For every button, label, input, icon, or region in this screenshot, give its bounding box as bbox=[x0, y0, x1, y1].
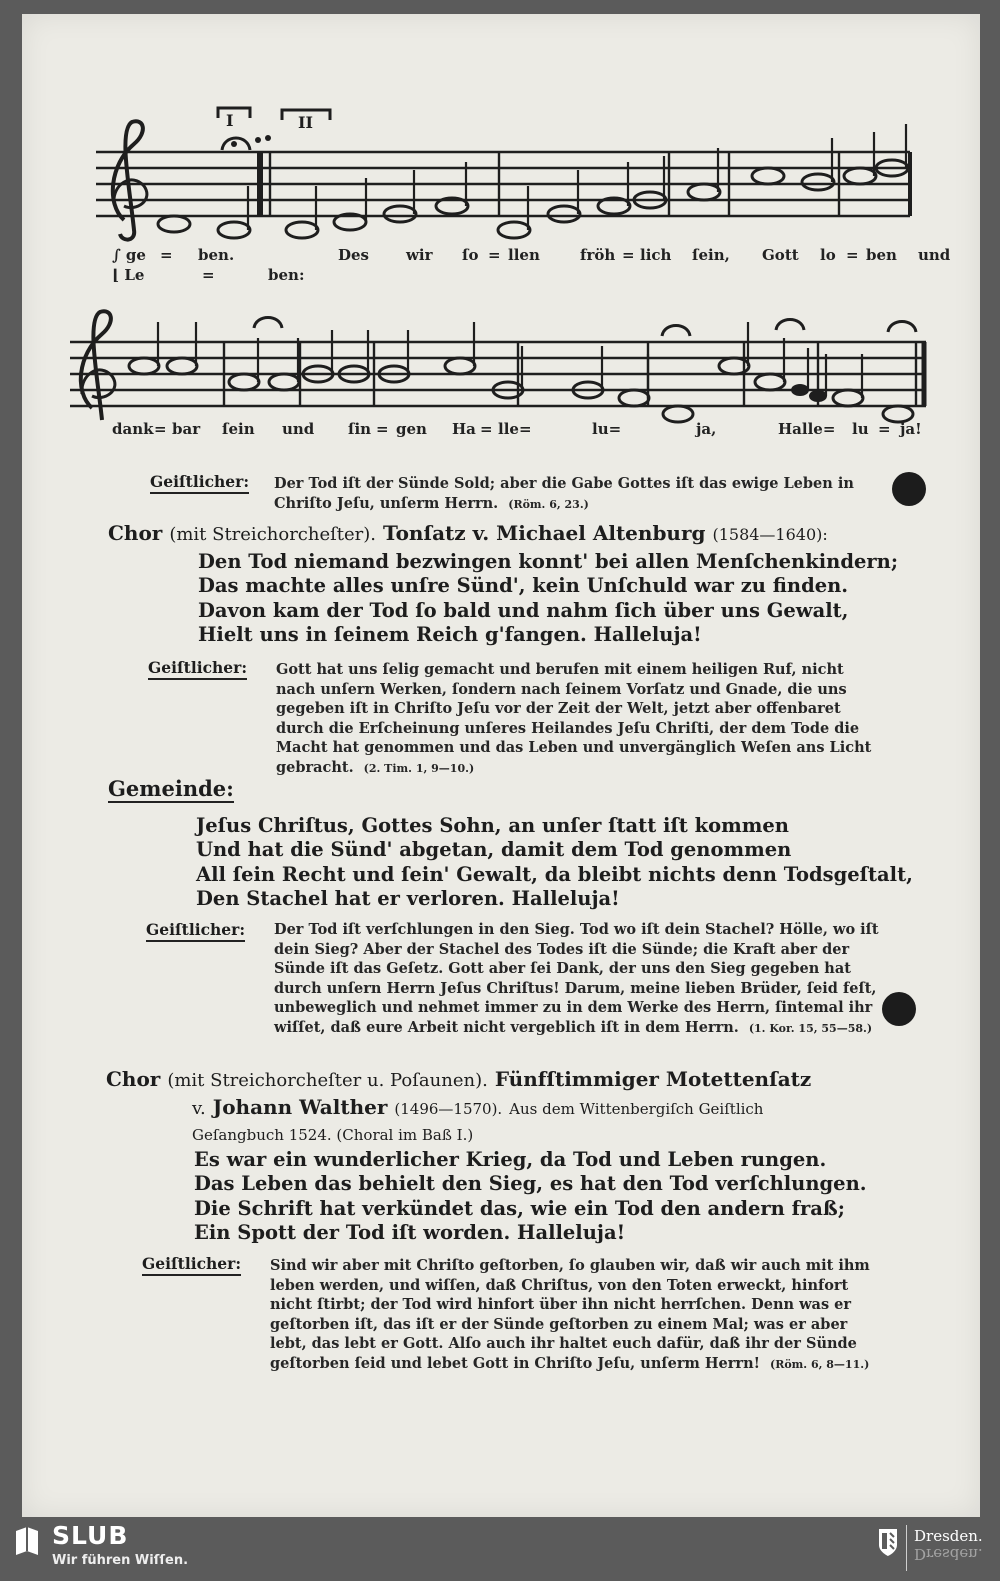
music-staff-1 bbox=[84, 94, 932, 244]
slub-brand[interactable]: SLUB bbox=[52, 1521, 129, 1550]
lyrics-row-1b: ⌊ Le = ben: bbox=[112, 266, 305, 284]
chor-heading-2: Chor (mit Streichorcheſter u. Poſaunen). Fünfſtimmiger Motettenſatz v. Johann Walther (1496—1570). Aus dem Wittenbergiſch Geiſtlich Geſangbuch 1524. (Choral im Baß I.) bbox=[106, 1067, 812, 1144]
music-staff-2 bbox=[58, 296, 948, 426]
svg-text:II: II bbox=[298, 113, 313, 132]
slub-tagline: Wir führen Wiſſen. bbox=[52, 1553, 189, 1568]
scripture-text-4: Sind wir aber mit Chriſto geſtorben, ſo glauben wir, daß wir auch mit ihm leben werden, und wiſſen, daß Chriſtus, von den Toten erweckt, hinfort nicht ſtirbt; der Tod wird hinfort über ihn nicht herrſchen. Denn was er geſtorben iſt, das iſt er der Sünde geſtorben zu einem Mal; was er aber lebt, das lebt er Gott. Alſo auch ihr haltet euch dafür, daß ihr der Sünde geſtorben ſeid und lebet Gott in Chriſto Jeſu, unſerm Herrn! (Röm. 6, 8—11.) bbox=[270, 1257, 870, 1372]
dresden-crest-icon bbox=[878, 1527, 898, 1557]
scripture-text-2: Gott hat uns ſelig gemacht und berufen mit einem heiligen Ruf, nicht nach unſern Werken, ſondern nach ſeinem Vorſatz und Gnade, die uns gegeben iſt in Chriſto Jeſu vor der Zeit der Welt, jetzt aber offenbaret durch die Erſcheinung unſeres Heilandes Jeſu Chriſti, der dem Tode die Macht hat genommen und das Leben und unvergänglich Weſen ans Licht gebracht. (2. Tim. 1, 9—10.) bbox=[276, 661, 872, 776]
slub-logo-icon bbox=[14, 1525, 40, 1559]
lyrics-row-2: dank = bar ſein und ſin = gen Ha = lle= lu= ja, Halle= lu = ja! bbox=[112, 420, 922, 438]
dresden-wordmark-reflection: Dresden. bbox=[914, 1545, 983, 1563]
speaker-label-4: Geiſtlicher: bbox=[142, 1254, 241, 1276]
punch-hole-bottom bbox=[882, 992, 916, 1026]
speaker-label-3: Geiſtlicher: bbox=[146, 920, 245, 942]
gemeinde-heading: Gemeinde: bbox=[108, 776, 234, 801]
lyrics-row-1a: ∫ ge = ben. Des wir ſo = llen fröh = lich ſein, Gott lo = ben und bbox=[112, 246, 951, 264]
document-page bbox=[22, 14, 980, 1517]
footer-bar bbox=[0, 1517, 1000, 1581]
chor-heading-1: Chor (mit Streichorcheſter). Tonſatz v. Michael Altenburg (1584—1640): bbox=[108, 521, 828, 545]
dresden-wordmark[interactable]: Dresden. bbox=[914, 1527, 983, 1545]
svg-text:I: I bbox=[226, 111, 234, 130]
scripture-text-1: Der Tod iſt der Sünde Sold; aber die Gabe Gottes iſt das ewige Leben in Chriſto Jeſu, unſerm Herrn. (Röm. 6, 23.) bbox=[274, 475, 854, 512]
speaker-label-2: Geiſtlicher: bbox=[148, 658, 247, 680]
scripture-text-3: Der Tod iſt verſchlungen in den Sieg. Tod wo iſt dein Stachel? Hölle, wo iſt dein Sieg? Aber der Stachel des Todes iſt die Sünde; die Kraft aber der Sünde iſt das Geſetz. Gott aber ſei Dank, der uns den Sieg gegeben hat durch unſern Herrn Jeſus Chriſtus! Darum, meine lieben Brüder, ſeid feſt, unbeweglich und nehmet immer zu in dem Werke des Herrn, ſintemal ihr wiſſet, daß eure Arbeit nicht vergeblich iſt in dem Herrn. (1. Kor. 15, 55—58.) bbox=[274, 921, 879, 1036]
footer-separator bbox=[906, 1525, 907, 1571]
speaker-label-1: Geiſtlicher: bbox=[150, 472, 249, 494]
punch-hole-top bbox=[892, 472, 926, 506]
chor-verse-1: Den Tod niemand bezwingen konnt' bei allen Menſchenkindern; Das machte alles unſre Sünd', kein Unſchuld war zu finden. Davon kam der Tod ſo bald und nahm ſich über uns Gewalt, Hielt uns in ſeinem Reich g'fangen. Halleluja! bbox=[198, 550, 899, 647]
chor-verse-2: Es war ein wunderlicher Krieg, da Tod und Leben rungen. Das Leben das behielt den Sieg, es hat den Tod verſchlungen. Die Schrift hat verkündet das, wie ein Tod den andern fraß; Ein Spott der Tod iſt worden. Halleluja! bbox=[194, 1148, 867, 1245]
gemeinde-verse: Jeſus Chriſtus, Gottes Sohn, an unſer ſtatt iſt kommen Und hat die Sünd' abgetan, damit dem Tod genommen All ſein Recht und ſein' Gewalt, da bleibt nichts denn Todsgeſtalt, Den Stachel hat er verloren. Halleluja! bbox=[196, 814, 913, 911]
